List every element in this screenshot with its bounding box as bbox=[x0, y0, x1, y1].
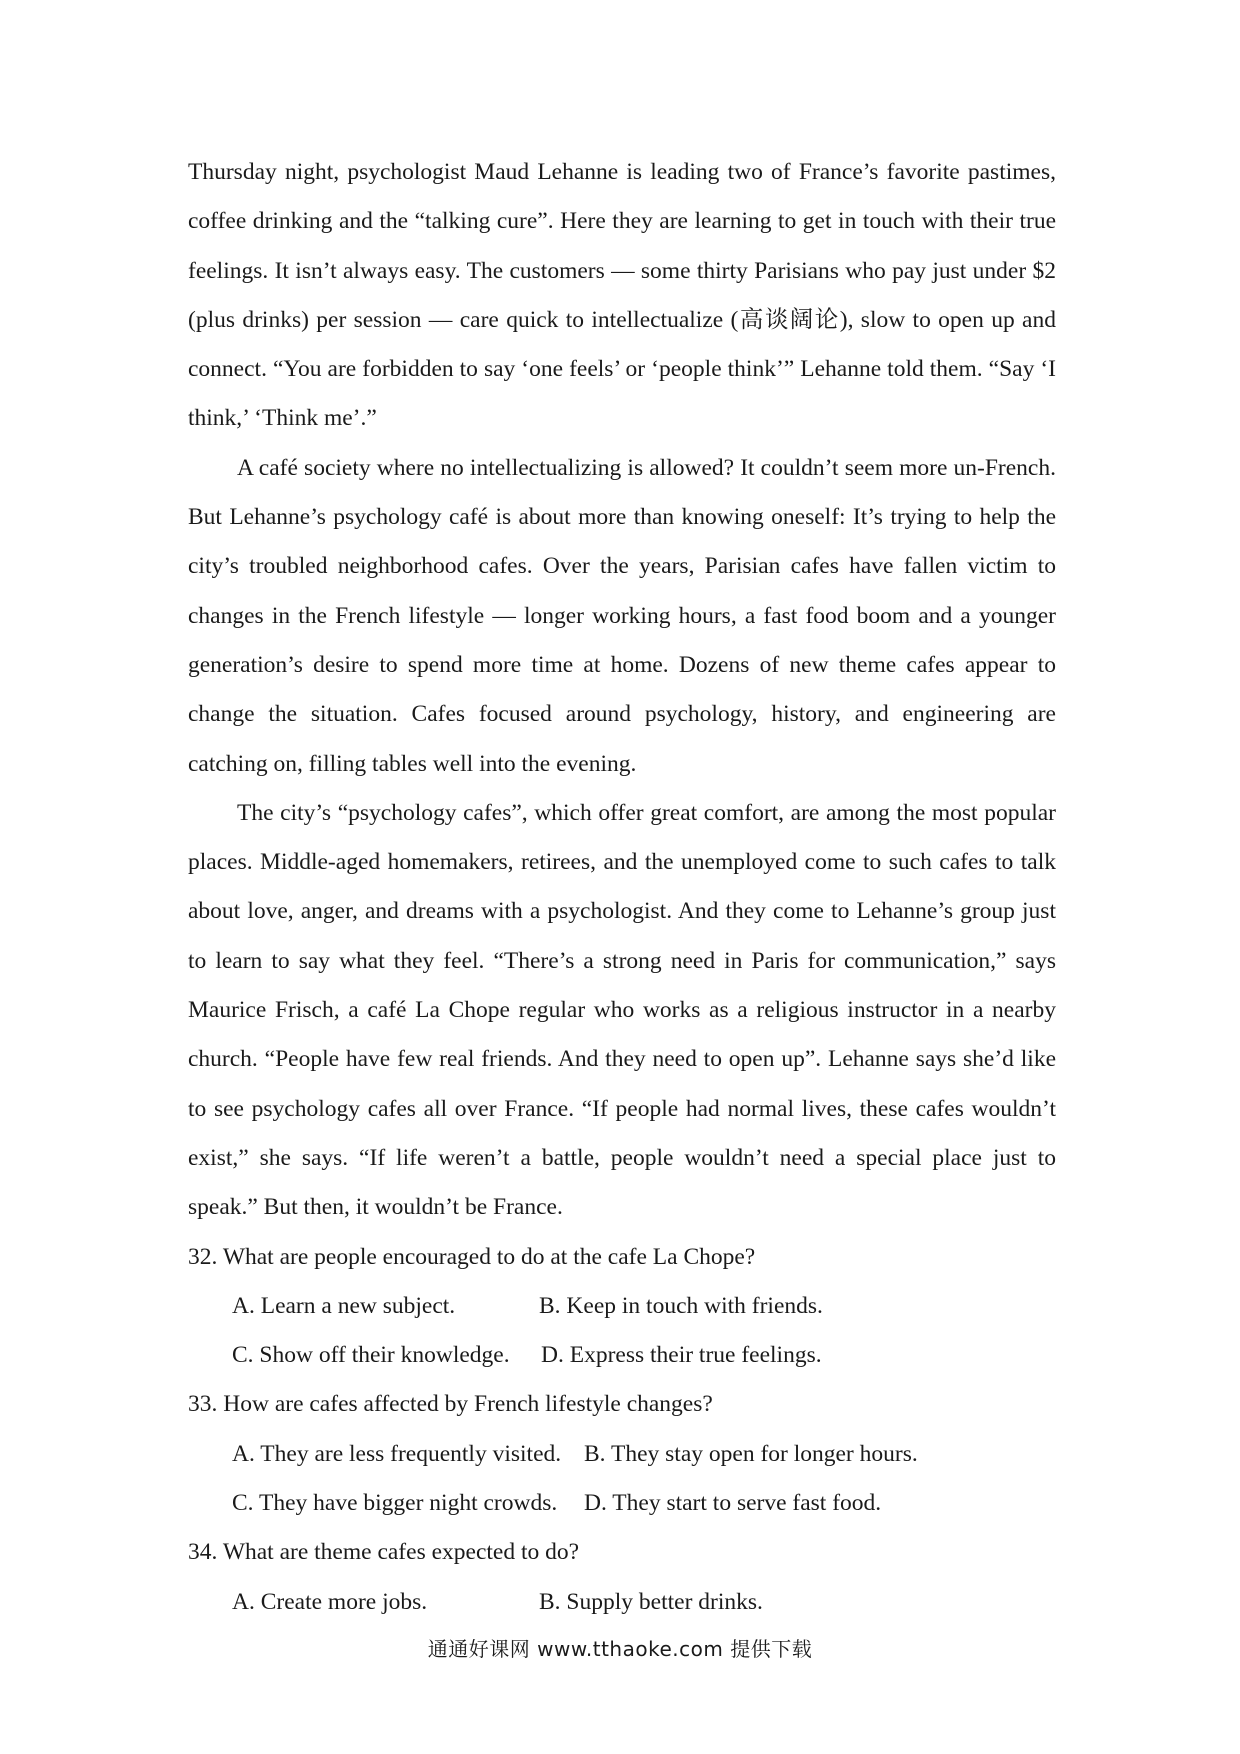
option-33-d: D. They start to serve fast food. bbox=[584, 1490, 882, 1517]
question-34-options-row-1 bbox=[188, 1578, 1056, 1627]
option-34-a: A. Create more jobs. bbox=[232, 1588, 428, 1615]
question-33-stem: 33. How are cafes affected by French lifestyle changes? bbox=[188, 1391, 713, 1418]
option-32-a: A. Learn a new subject. bbox=[232, 1292, 456, 1319]
question-33-options-row-2 bbox=[188, 1479, 1056, 1528]
option-33-b: B. They stay open for longer hours. bbox=[584, 1440, 918, 1467]
document-page bbox=[188, 148, 1056, 1627]
question-33-options-row-1 bbox=[188, 1430, 1056, 1479]
passage-paragraph-1: Thursday night, psychologist Maud Lehanne is leading two of France’s favorite pastimes, coffee drinking and the “talking cure”. Here they are learning to get in touch with their true feelings. It isn’t always easy. The customers — some thirty Parisians who pay just under $2 (plus drinks) per session — care quick to intellectualize (高谈阔论), slow to open up and connect. “You are forbidden to say ‘one feels’ or ‘people think’” Lehanne told them. “Say ‘I think,’ ‘Think me’.” bbox=[188, 159, 1056, 432]
option-32-d: D. Express their true feelings. bbox=[541, 1342, 822, 1369]
passage-paragraph-2: A café society where no intellectualizing is allowed? It couldn’t seem more un-French. But Lehanne’s psychology café is about more than knowing oneself: It’s trying to help the city’s troubled neighborhood cafes. Over the years, Parisian cafes have fallen victim to changes in the French lifestyle — longer working hours, a fast food boom and a younger generation’s desire to spend more time at home. Dozens of new theme cafes appear to change the situation. Cafes focused around psychology, history, and engineering are catching on, filling tables well into the evening. bbox=[188, 454, 1056, 777]
option-34-b: B. Supply better drinks. bbox=[539, 1588, 763, 1615]
option-32-c: C. Show off their knowledge. bbox=[232, 1342, 510, 1369]
question-34-stem: 34. What are theme cafes expected to do? bbox=[188, 1539, 580, 1566]
footer-watermark: 通通好课网 www.tthaoke.com 提供下载 bbox=[427, 1637, 813, 1661]
question-32-options-row-1 bbox=[188, 1282, 1056, 1331]
option-32-b: B. Keep in touch with friends. bbox=[539, 1292, 823, 1319]
question-32-stem: 32. What are people encouraged to do at the cafe La Chope? bbox=[188, 1243, 756, 1270]
option-33-c: C. They have bigger night crowds. bbox=[232, 1490, 558, 1517]
passage-paragraph-3: The city’s “psychology cafes”, which offer great comfort, are among the most popular places. Middle-aged homemakers, retirees, and the unemployed come to such cafes to talk about love, anger, and dreams with a psychologist. And they come to Lehanne’s group just to learn to say what they feel. “There’s a strong need in Paris for communication,” says Maurice Frisch, a café La Chope regular who works as a religious instructor in a nearby church. “People have few real friends. And they need to open up”. Lehanne says she’d like to see psychology cafes all over France. “If people had normal lives, these cafes wouldn’t exist,” she says. “If life weren’t a battle, people wouldn’t need a special place just to speak.” But then, it wouldn’t be France. bbox=[188, 799, 1056, 1221]
question-32-options-row-2 bbox=[188, 1331, 1056, 1380]
option-33-a: A. They are less frequently visited. bbox=[232, 1440, 562, 1467]
